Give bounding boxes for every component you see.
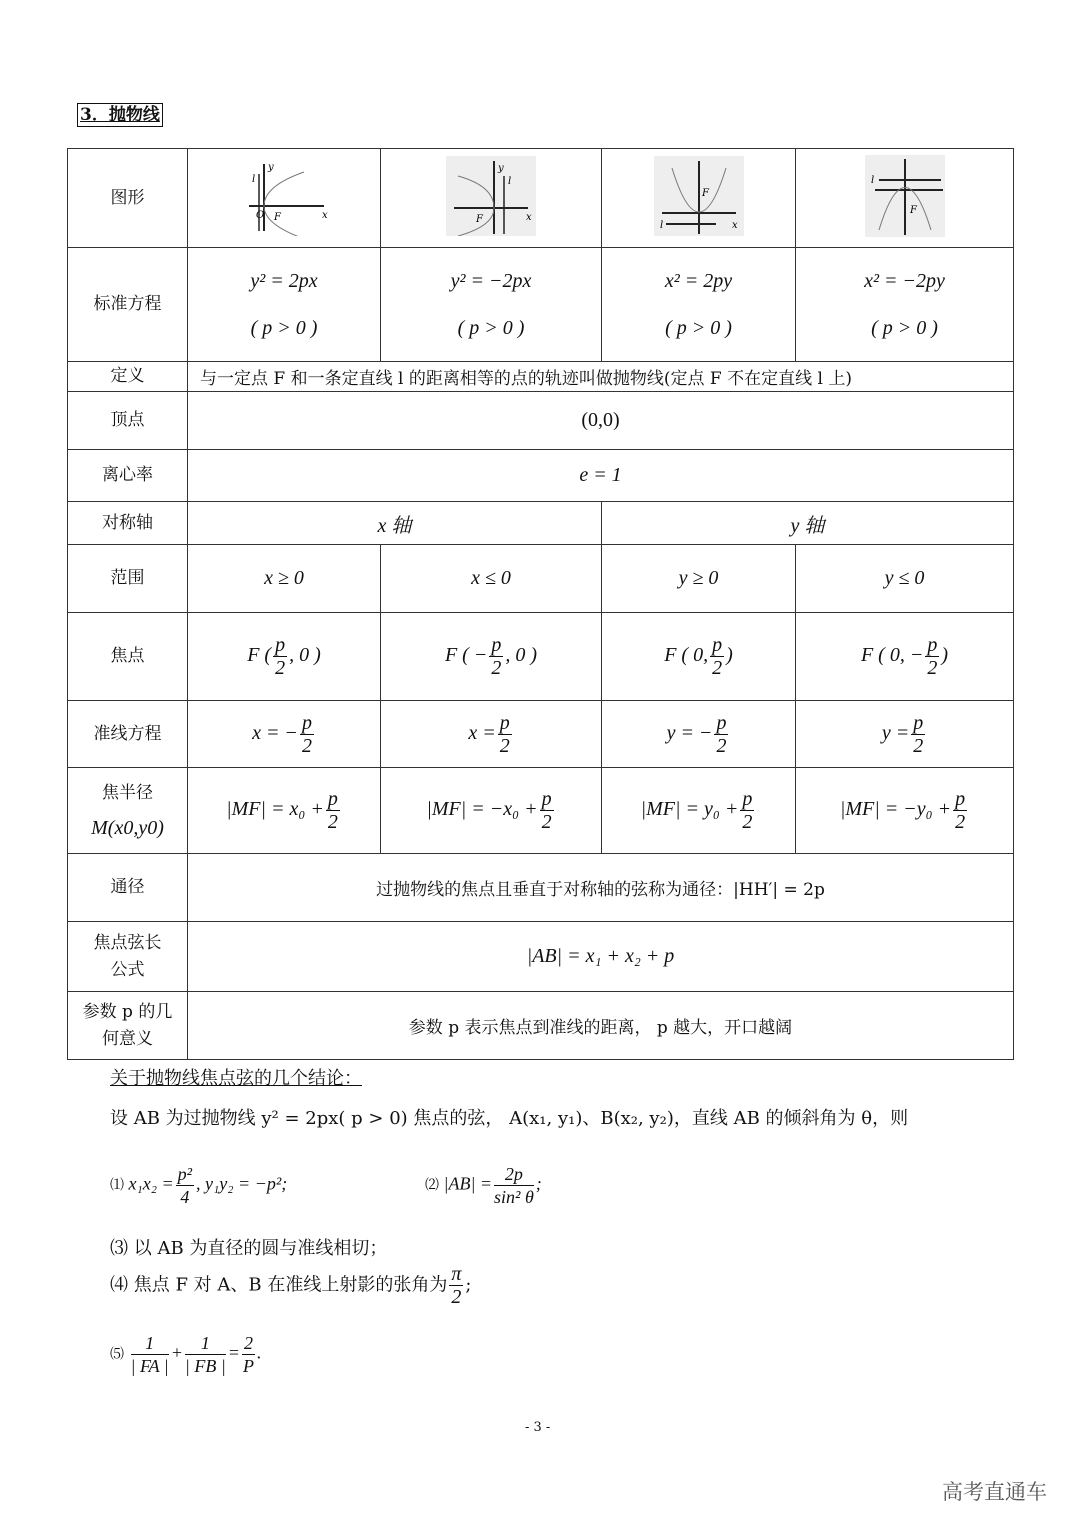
focus-pre: F (: [444, 644, 469, 667]
item-number: ⑴: [110, 1178, 124, 1194]
label-focus: 焦点: [68, 613, 188, 701]
label-vertex: 顶点: [68, 392, 188, 450]
equation-cell: [381, 248, 602, 362]
focal-radius: [602, 768, 796, 854]
fraction-den: 2: [927, 657, 938, 679]
fraction-den: 4: [180, 1187, 190, 1207]
fraction-den: | FA |: [130, 1356, 169, 1376]
range: y ≥ 0: [602, 545, 796, 613]
directrix-pre: y = −: [666, 721, 713, 744]
focus: [381, 613, 602, 701]
focal-radius-point: M(x0,y0): [91, 816, 164, 839]
fraction-num: p: [491, 634, 502, 656]
condition: ( p > 0 ): [250, 316, 318, 339]
page-number: - 3 -: [525, 1420, 551, 1435]
fraction-den: 2: [712, 657, 723, 679]
svg-text:y: y: [268, 161, 274, 173]
fraction-num: 2p: [494, 1163, 534, 1186]
range: x ≤ 0: [381, 545, 602, 613]
label-latus: 通径: [68, 854, 188, 922]
svg-text:F: F: [701, 187, 709, 199]
param-meaning: 参数 p 表示焦点到准线的距离， p 越大，开口越阔: [188, 992, 1014, 1060]
label-range: 范围: [68, 545, 188, 613]
section-title: 3．抛物线: [77, 103, 163, 127]
focal-radius-pre: |MF| = y₀ +: [640, 798, 739, 821]
svg-text:x: x: [322, 209, 328, 221]
c2-post: ;: [535, 1173, 542, 1194]
focus-post: ): [941, 644, 949, 667]
c1-pre: x₁x₂ =: [128, 1173, 174, 1194]
fraction-num: p: [541, 788, 552, 810]
focal-radius: [381, 768, 602, 854]
param-label-1: 参数 p 的几: [82, 1001, 173, 1022]
focus: [602, 613, 796, 701]
svg-text:y: y: [498, 162, 504, 174]
fraction-den: 2: [301, 734, 312, 757]
focus-post: ): [726, 644, 733, 667]
focal-radius: [188, 768, 381, 854]
fraction-den: 2: [327, 811, 338, 833]
fraction-num: p: [927, 634, 938, 656]
equals: =: [227, 1342, 240, 1363]
svg-text:l: l: [252, 173, 256, 185]
condition: ( p > 0 ): [871, 316, 938, 339]
svg-text:O: O: [256, 209, 265, 221]
svg-text:x: x: [526, 211, 532, 223]
setup-text: 设 AB 为过抛物线 y² = 2px( p > 0) 焦点的弦， A(x₁, y₁)、B(x₂, y₂)，直线 AB 的倾斜角为 θ，则: [110, 1108, 909, 1129]
directrix-pre: x = −: [252, 721, 298, 744]
axis-x: x 轴: [188, 502, 602, 545]
directrix: [796, 701, 1014, 768]
condition: ( p > 0 ): [665, 316, 732, 339]
label-focal-radius: [68, 768, 188, 854]
focus: [188, 613, 381, 701]
fraction-num: 1: [185, 1332, 226, 1355]
focus-pre: F ( 0,: [664, 644, 709, 667]
focus-post: , 0 ): [289, 644, 321, 667]
focal-radius: [796, 768, 1014, 854]
svg-text:l: l: [508, 175, 512, 187]
graph-right-opening: [188, 149, 381, 248]
label-param: [68, 992, 188, 1060]
graph-left-opening: [381, 149, 602, 248]
equation-cell: [796, 248, 1014, 362]
item-number: ⑵: [425, 1178, 439, 1194]
label-axis: 对称轴: [68, 502, 188, 545]
c4-post: ;: [465, 1274, 472, 1296]
fraction-num: 1: [131, 1332, 169, 1355]
equation: y² = 2px: [250, 269, 318, 292]
label-definition: 定义: [68, 362, 188, 392]
svg-text:F: F: [274, 211, 281, 223]
focal-radius-pre: |MF| = x₀ +: [226, 798, 324, 821]
directrix: [188, 701, 381, 768]
chord-formula: |AB| = x₁ + x₂ + p: [188, 922, 1014, 992]
label-equation: 标准方程: [68, 248, 188, 362]
parabola-table: [67, 148, 1014, 1060]
focal-radius-pre: |MF| = −x₀ +: [426, 798, 538, 821]
c4-text: ⑷ 焦点 F 对 A、B 在准线上射影的张角为: [110, 1274, 448, 1296]
fraction-den: 2: [491, 657, 502, 679]
fraction-den: 2: [955, 811, 966, 833]
conclusion-2: [425, 1163, 542, 1208]
focus-sign: −: [473, 644, 488, 667]
fraction-num: 2: [243, 1333, 253, 1353]
svg-text:F: F: [909, 204, 917, 216]
fraction-den: 2: [541, 811, 552, 833]
svg-text:F: F: [476, 213, 483, 225]
conclusions-heading: 关于抛物线焦点弦的几个结论：: [110, 1068, 362, 1089]
svg-text:l: l: [659, 219, 663, 231]
graph-up-opening: [602, 149, 796, 248]
svg-text:l: l: [870, 174, 874, 186]
c2-pre: |AB| =: [443, 1173, 493, 1194]
directrix: [381, 701, 602, 768]
conclusion-3: ⑶ 以 AB 为直径的圆与准线相切；: [110, 1238, 388, 1259]
fraction-num: p: [499, 711, 510, 734]
label-eccentricity: 离心率: [68, 450, 188, 502]
fraction-num: π: [451, 1263, 462, 1285]
fraction-den: sin² θ: [494, 1187, 534, 1207]
label-directrix: 准线方程: [68, 701, 188, 768]
fraction-num: p: [955, 788, 966, 810]
conclusion-4: [110, 1263, 471, 1308]
range: y ≤ 0: [796, 545, 1014, 613]
conclusion-1: [110, 1163, 287, 1208]
plus: +: [170, 1342, 183, 1363]
definition-text: 与一定点 F 和一条定直线 l 的距离相等的点的轨迹叫做抛物线(定点 F 不在定直线 l 上): [188, 362, 1014, 392]
fraction-den: 2: [499, 734, 510, 757]
fraction-num: p: [327, 788, 338, 810]
focus-post: , 0 ): [505, 644, 538, 667]
focal-radius-pre: |MF| = −y₀ +: [839, 798, 952, 821]
focus-pre: F (: [247, 644, 272, 667]
equation: x² = 2py: [664, 269, 733, 292]
conclusion-5: [110, 1332, 261, 1377]
equation-cell: [602, 248, 796, 362]
fraction-den: 2: [451, 1286, 462, 1308]
directrix: [602, 701, 796, 768]
vertex-value: (0,0): [188, 392, 1014, 450]
focus: [796, 613, 1014, 701]
graph-down-opening: [796, 149, 1014, 248]
svg-text:x: x: [731, 219, 738, 231]
fraction-num: p: [913, 711, 924, 734]
axis-y: y 轴: [602, 502, 1014, 545]
fraction-den: 2: [716, 734, 727, 757]
label-graph: 图形: [68, 149, 188, 248]
item-number: ⑸: [110, 1347, 124, 1363]
eccentricity-value: e = 1: [188, 450, 1014, 502]
fraction-den: | FB |: [184, 1356, 226, 1376]
fraction-den: P: [242, 1356, 254, 1376]
directrix-pre: x =: [468, 721, 496, 744]
fraction-den: 2: [275, 657, 286, 679]
c1-post: , y₁y₂ = −p²;: [196, 1173, 288, 1194]
equation: x² = −2py: [864, 269, 945, 292]
fraction-num: p²: [177, 1164, 193, 1184]
c5-post: .: [256, 1342, 262, 1363]
fraction-num: p: [712, 634, 723, 656]
condition: ( p > 0 ): [457, 316, 525, 339]
range: x ≥ 0: [188, 545, 381, 613]
fraction-num: p: [716, 711, 727, 734]
watermark: 高考直通车: [942, 1480, 1047, 1504]
fraction-den: 2: [913, 734, 924, 757]
focal-radius-label: 焦半径: [102, 782, 153, 803]
param-label-2: 何意义: [102, 1028, 153, 1049]
fraction-num: p: [301, 711, 312, 734]
chord-label-2: 公式: [110, 959, 145, 980]
latus-text: 过抛物线的焦点且垂直于对称轴的弦称为通径：|HH′| = 2p: [188, 854, 1014, 922]
fraction-den: 2: [742, 811, 753, 833]
chord-label-1: 焦点弦长: [93, 932, 162, 953]
equation-cell: [188, 248, 381, 362]
directrix-pre: y =: [881, 721, 910, 744]
fraction-num: p: [275, 634, 286, 656]
focus-pre: F ( 0, −: [860, 644, 924, 667]
fraction-num: p: [742, 788, 753, 810]
equation: y² = −2px: [450, 269, 532, 292]
label-chord-length: [68, 922, 188, 992]
